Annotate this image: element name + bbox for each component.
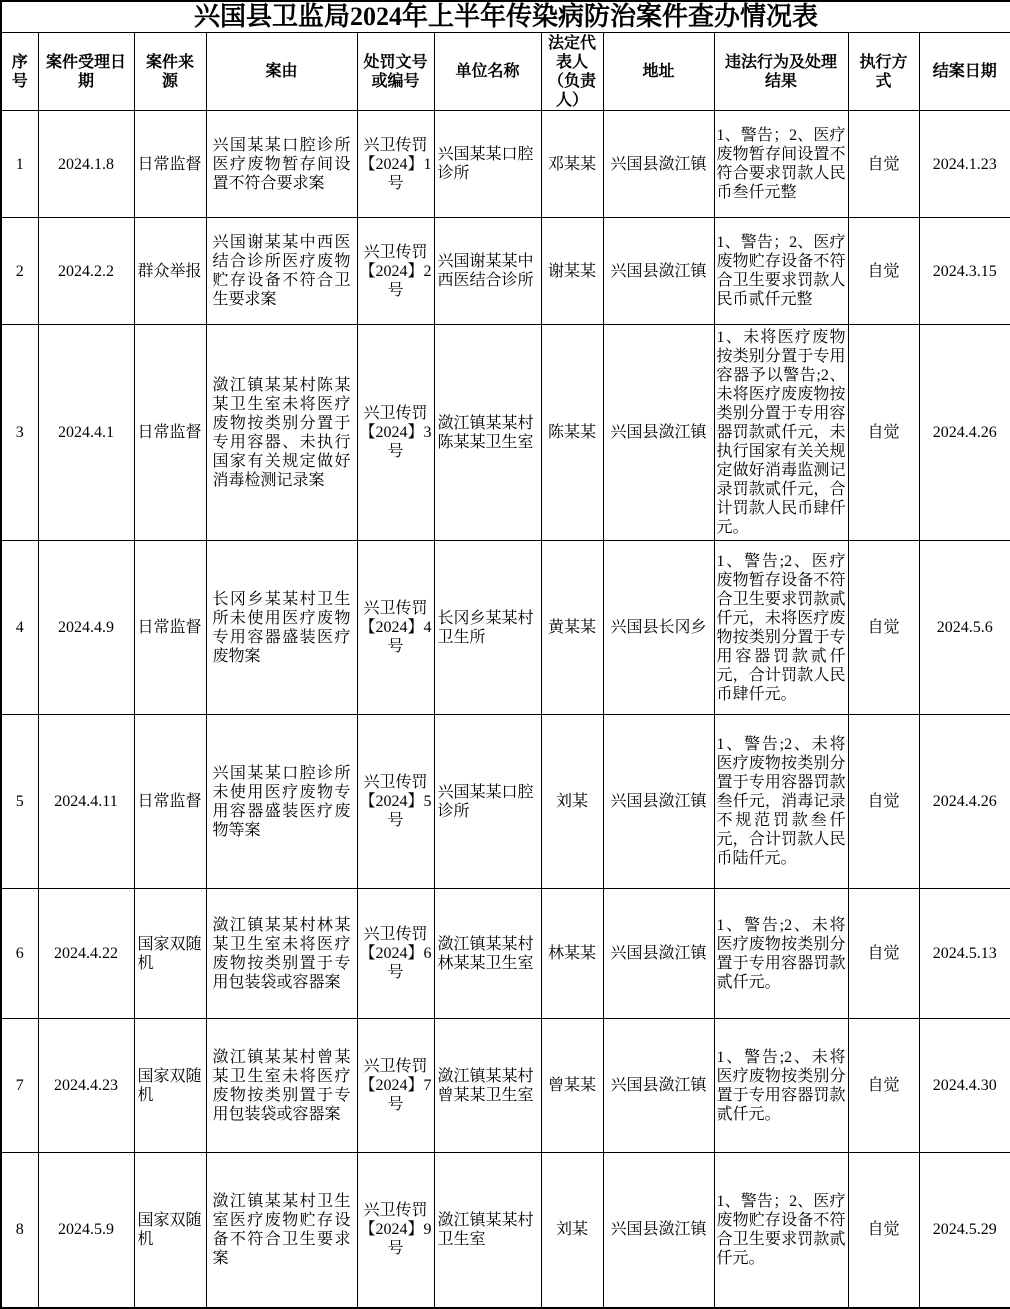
cell-source: 日常监督 xyxy=(134,541,206,715)
cell-legal-rep: 陈某某 xyxy=(541,325,603,541)
cell-accept-date: 2024.2.2 xyxy=(38,218,134,325)
cell-violation-result: 1、警告；2、医疗废物暂存间设置不符合要求罚款人民币叁仟元整 xyxy=(714,111,848,218)
cell-close-date: 2024.4.26 xyxy=(919,715,1010,889)
cell-accept-date: 2024.5.9 xyxy=(38,1153,134,1308)
cell-address: 兴国县长冈乡 xyxy=(603,541,714,715)
cell-violation-result: 1、警告;2、未将医疗废物按类别分置于专用容器罚款叁仟元，消毒记录不规范罚款叁仟元，合计罚款人民币陆仟元。 xyxy=(714,715,848,889)
page-title: 兴国县卫监局2024年上半年传染病防治案件查办情况表 xyxy=(1,1,1010,33)
title-row xyxy=(1,1,1010,33)
cell-source: 日常监督 xyxy=(134,111,206,218)
cell-seq: 4 xyxy=(1,541,38,715)
cell-source: 日常监督 xyxy=(134,715,206,889)
cell-violation-result: 1、警告；2、医疗废物贮存设备不符合卫生要求罚款人民币贰仟元整 xyxy=(714,218,848,325)
cell-cause: 潋江镇某某村陈某某卫生室未将医疗废物按类别分置于专用容器、未执行国家有关规定做好消毒检测记录案 xyxy=(206,325,357,541)
table-row xyxy=(1,325,1010,541)
cell-doc-no: 兴卫传罚【2024】1号 xyxy=(357,111,434,218)
cell-unit-name: 潋江镇某某村陈某某卫生室 xyxy=(434,325,541,541)
cell-doc-no: 兴卫传罚【2024】6号 xyxy=(357,889,434,1019)
table-row xyxy=(1,541,1010,715)
cell-unit-name: 潋江镇某某村卫生室 xyxy=(434,1153,541,1308)
cell-source: 国家双随机 xyxy=(134,1019,206,1153)
cell-address: 兴国县潋江镇 xyxy=(603,715,714,889)
cell-cause: 兴国某某口腔诊所未使用医疗废物专用容器盛装医疗废物等案 xyxy=(206,715,357,889)
cell-cause: 兴国谢某某中西医结合诊所医疗废物贮存设备不符合卫生要求案 xyxy=(206,218,357,325)
cell-source: 日常监督 xyxy=(134,325,206,541)
col-header-exec-mode: 执行方式 xyxy=(848,33,919,111)
cell-seq: 1 xyxy=(1,111,38,218)
cell-accept-date: 2024.4.22 xyxy=(38,889,134,1019)
table-row xyxy=(1,1153,1010,1308)
cell-exec-mode: 自觉 xyxy=(848,1153,919,1308)
cell-accept-date: 2024.4.1 xyxy=(38,325,134,541)
cell-cause: 潋江镇某某村林某某卫生室未将医疗废物按类别置于专用包装袋或容器案 xyxy=(206,889,357,1019)
cell-exec-mode: 自觉 xyxy=(848,325,919,541)
cell-violation-result: 1、警告;2、未将医疗废物按类别分置于专用容器罚款贰仟元。 xyxy=(714,889,848,1019)
col-header-accept-date: 案件受理日期 xyxy=(38,33,134,111)
cell-source: 国家双随机 xyxy=(134,1153,206,1308)
cell-unit-name: 兴国谢某某中西医结合诊所 xyxy=(434,218,541,325)
table-row xyxy=(1,111,1010,218)
cell-address: 兴国县潋江镇 xyxy=(603,325,714,541)
cell-legal-rep: 曾某某 xyxy=(541,1019,603,1153)
col-header-address: 地址 xyxy=(603,33,714,111)
cell-address: 兴国县潋江镇 xyxy=(603,218,714,325)
table-row xyxy=(1,715,1010,889)
cell-address: 兴国县潋江镇 xyxy=(603,1153,714,1308)
cell-legal-rep: 黄某某 xyxy=(541,541,603,715)
cell-exec-mode: 自觉 xyxy=(848,111,919,218)
cell-legal-rep: 谢某某 xyxy=(541,218,603,325)
cell-exec-mode: 自觉 xyxy=(848,715,919,889)
cell-cause: 兴国某某口腔诊所医疗废物暂存间设置不符合要求案 xyxy=(206,111,357,218)
cell-close-date: 2024.4.26 xyxy=(919,325,1010,541)
table-body xyxy=(1,111,1010,1308)
cell-legal-rep: 林某某 xyxy=(541,889,603,1019)
cell-unit-name: 兴国某某口腔诊所 xyxy=(434,715,541,889)
cell-violation-result: 1、未将医疗废物按类别分置于专用容器予以警告;2、未将医疗废废物按类别分置于专用容器罚款贰仟元，未执行国家有关关规定做好消毒监测记录罚款贰仟元，合计罚款人民币肆仟元。 xyxy=(714,325,848,541)
cell-accept-date: 2024.4.9 xyxy=(38,541,134,715)
cell-address: 兴国县潋江镇 xyxy=(603,111,714,218)
cell-exec-mode: 自觉 xyxy=(848,1019,919,1153)
cell-close-date: 2024.5.6 xyxy=(919,541,1010,715)
cell-accept-date: 2024.1.8 xyxy=(38,111,134,218)
col-header-violation-result: 违法行为及处理结果 xyxy=(714,33,848,111)
cell-doc-no: 兴卫传罚【2024】4号 xyxy=(357,541,434,715)
cell-unit-name: 长冈乡某某村卫生所 xyxy=(434,541,541,715)
cell-unit-name: 兴国某某口腔诊所 xyxy=(434,111,541,218)
cell-doc-no: 兴卫传罚【2024】3号 xyxy=(357,325,434,541)
table-header-row xyxy=(1,33,1010,111)
cell-cause: 潋江镇某某村曾某某卫生室未将医疗废物按类别置于专用包装袋或容器案 xyxy=(206,1019,357,1153)
cell-legal-rep: 刘某 xyxy=(541,715,603,889)
col-header-seq: 序号 xyxy=(1,33,38,111)
table-row xyxy=(1,1019,1010,1153)
col-header-unit-name: 单位名称 xyxy=(434,33,541,111)
cell-cause: 长冈乡某某村卫生所未使用医疗废物专用容器盛装医疗废物案 xyxy=(206,541,357,715)
cell-accept-date: 2024.4.23 xyxy=(38,1019,134,1153)
col-header-doc-no: 处罚文号或编号 xyxy=(357,33,434,111)
col-header-source: 案件来源 xyxy=(134,33,206,111)
cell-seq: 2 xyxy=(1,218,38,325)
col-header-close-date: 结案日期 xyxy=(919,33,1010,111)
col-header-legal-rep: 法定代表人（负责人） xyxy=(541,33,603,111)
cell-seq: 6 xyxy=(1,889,38,1019)
cell-source: 国家双随机 xyxy=(134,889,206,1019)
cell-source: 群众举报 xyxy=(134,218,206,325)
table-row xyxy=(1,889,1010,1019)
cell-seq: 5 xyxy=(1,715,38,889)
cell-close-date: 2024.5.13 xyxy=(919,889,1010,1019)
cell-doc-no: 兴卫传罚【2024】9号 xyxy=(357,1153,434,1308)
table-row xyxy=(1,218,1010,325)
cell-exec-mode: 自觉 xyxy=(848,889,919,1019)
cell-violation-result: 1、警告;2、医疗废物暂存设备不符合卫生要求罚款贰仟元，未将医疗废物按类别分置于专用容器罚款贰仟元，合计罚款人民币肆仟元。 xyxy=(714,541,848,715)
cell-legal-rep: 邓某某 xyxy=(541,111,603,218)
cell-legal-rep: 刘某 xyxy=(541,1153,603,1308)
cell-unit-name: 潋江镇某某村曾某某卫生室 xyxy=(434,1019,541,1153)
cell-unit-name: 潋江镇某某村林某某卫生室 xyxy=(434,889,541,1019)
cell-seq: 8 xyxy=(1,1153,38,1308)
cell-exec-mode: 自觉 xyxy=(848,218,919,325)
cell-close-date: 2024.1.23 xyxy=(919,111,1010,218)
cell-address: 兴国县潋江镇 xyxy=(603,889,714,1019)
cell-accept-date: 2024.4.11 xyxy=(38,715,134,889)
cell-seq: 3 xyxy=(1,325,38,541)
col-header-cause: 案由 xyxy=(206,33,357,111)
cell-doc-no: 兴卫传罚【2024】7号 xyxy=(357,1019,434,1153)
cell-seq: 7 xyxy=(1,1019,38,1153)
cell-exec-mode: 自觉 xyxy=(848,541,919,715)
cell-violation-result: 1、警告;2、未将医疗废物按类别分置于专用容器罚款贰仟元。 xyxy=(714,1019,848,1153)
cell-doc-no: 兴卫传罚【2024】5号 xyxy=(357,715,434,889)
cell-close-date: 2024.4.30 xyxy=(919,1019,1010,1153)
cell-violation-result: 1、警告；2、医疗废物贮存设备不符合卫生要求罚款贰仟元。 xyxy=(714,1153,848,1308)
cell-close-date: 2024.5.29 xyxy=(919,1153,1010,1308)
cell-cause: 潋江镇某某村卫生室医疗废物贮存设备不符合卫生要求案 xyxy=(206,1153,357,1308)
cell-address: 兴国县潋江镇 xyxy=(603,1019,714,1153)
cell-close-date: 2024.3.15 xyxy=(919,218,1010,325)
cell-doc-no: 兴卫传罚【2024】2号 xyxy=(357,218,434,325)
